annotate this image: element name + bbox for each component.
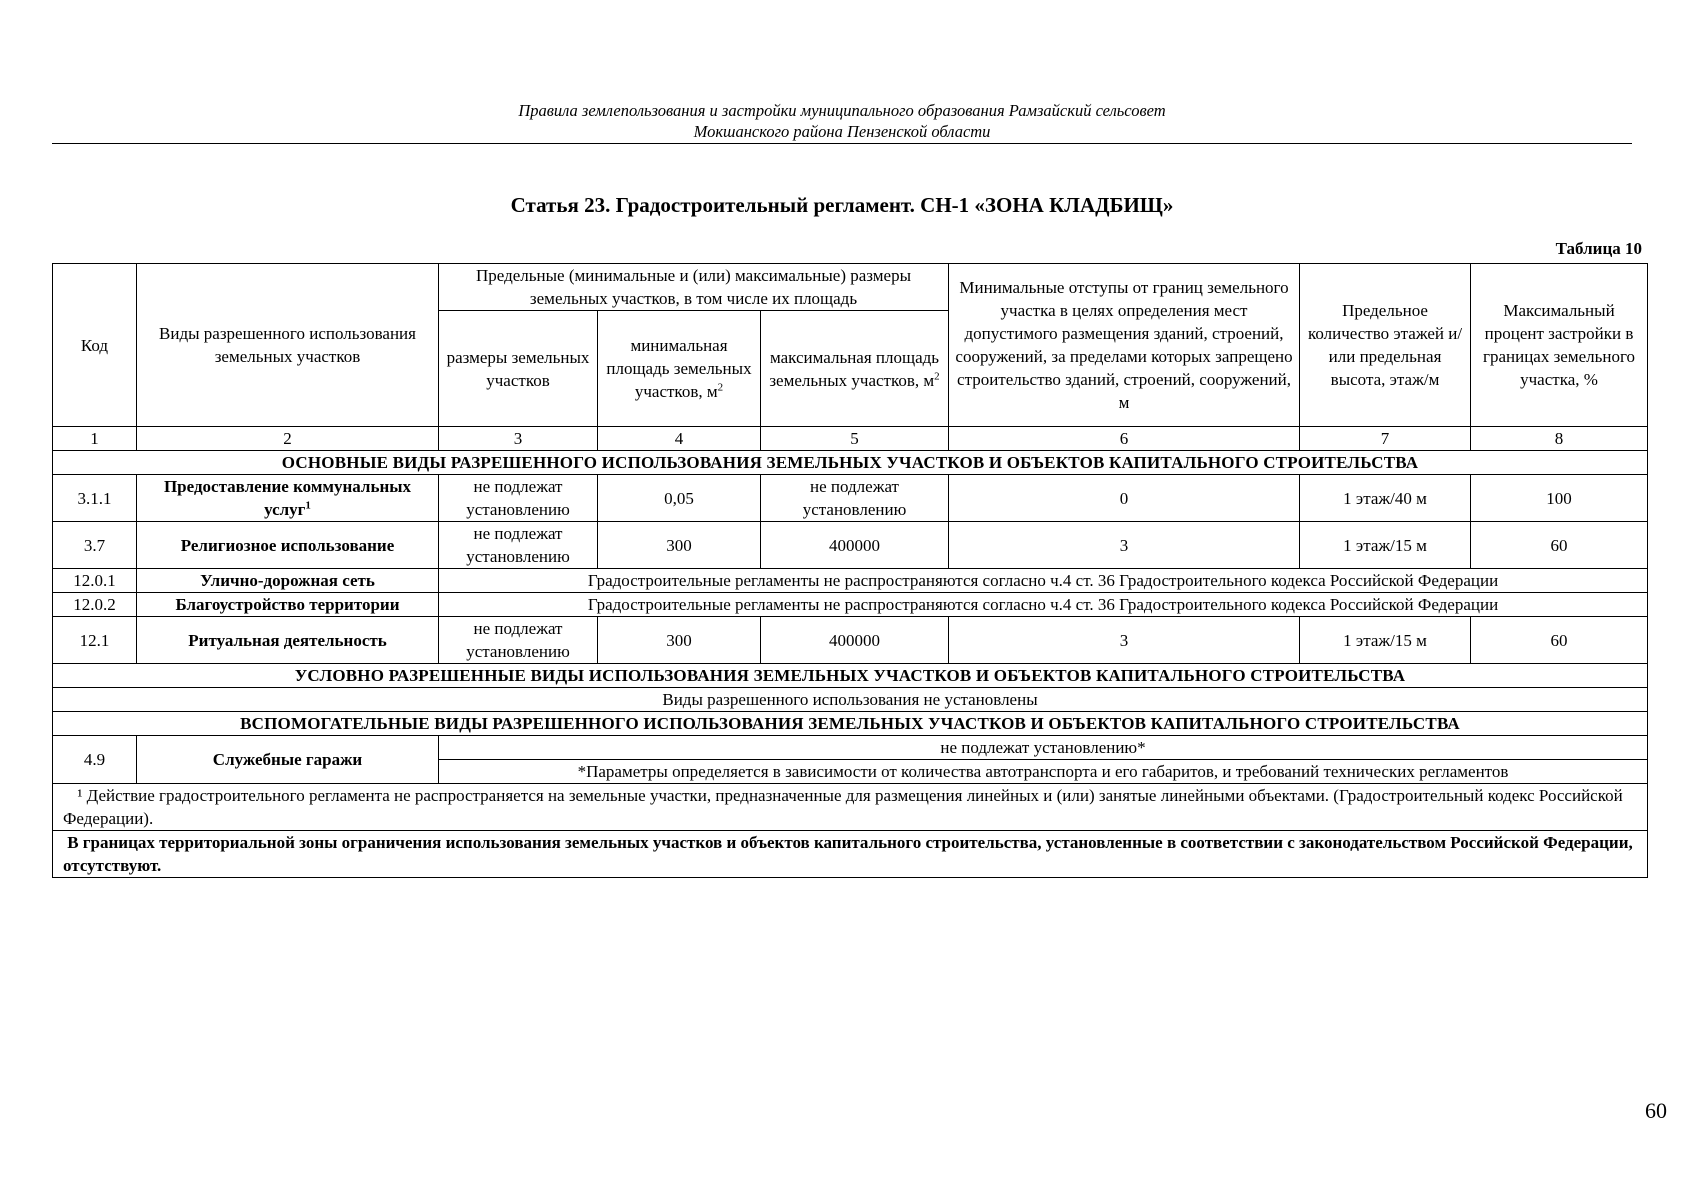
row-floors: 1 этаж/15 м (1300, 617, 1471, 664)
section-main-uses: ОСНОВНЫЕ ВИДЫ РАЗРЕШЕННОГО ИСПОЛЬЗОВАНИЯ ЗЕМЕЛЬНЫХ УЧАСТКОВ И ОБЪЕКТОВ КАПИТАЛЬНОГО СТРОИТЕЛЬСТВА (53, 451, 1648, 475)
row-max-area: 400000 (761, 522, 949, 569)
column-number: 7 (1300, 427, 1471, 451)
column-number: 8 (1471, 427, 1648, 451)
header-max-area: максимальная площадь земельных участков, $м^2$ (761, 311, 949, 427)
auxiliary-row (53, 736, 1648, 760)
table-row (53, 569, 1648, 593)
conditional-uses-note: Виды разрешенного использования не установлены (53, 688, 1648, 712)
row-code: 12.0.1 (53, 569, 137, 593)
column-number: 4 (598, 427, 761, 451)
row-note: Градостроительные регламенты не распространяются согласно ч.4 ст. 36 Градостроительного кодекса Российской Федерации (439, 569, 1648, 593)
auxiliary-note: *Параметры определяется в зависимости от количества автотранспорта и его габаритов, и требований технических регламентов (439, 760, 1648, 784)
row-min-area: 300 (598, 522, 761, 569)
row-min-area: 300 (598, 617, 761, 664)
column-number: 1 (53, 427, 137, 451)
header-coverage: Максимальный процент застройки в границах земельного участка, % (1471, 264, 1648, 427)
row-sizes: не подлежат установлению (439, 617, 598, 664)
auxiliary-value: не подлежат установлению* (439, 736, 1648, 760)
row-name: Религиозное использование (137, 522, 439, 569)
table-row (53, 522, 1648, 569)
column-number: 6 (949, 427, 1300, 451)
footnote: ¹ Действие градостроительного регламента не распространяется на земельные участки, предназначенные для размещения линейных и (или) занятые линейными объектами. (Градостроительный кодекс Российской Федерации). (53, 784, 1648, 831)
table-label: Таблица 10 (1555, 239, 1642, 258)
column-number: 3 (439, 427, 598, 451)
header-plot-sizes: размеры земельных участков (439, 311, 598, 427)
row-code: 3.1.1 (53, 475, 137, 522)
table-row (53, 593, 1648, 617)
header-use-types: Виды разрешенного использования земельных участков (137, 264, 439, 427)
article-title: Статья 23. Градостроительный регламент. СН-1 «ЗОНА КЛАДБИЩ» (510, 193, 1174, 217)
header-floors: Предельное количество этажей и/или предельная высота, этаж/м (1300, 264, 1471, 427)
row-code: 12.1 (53, 617, 137, 664)
section-conditional-uses: УСЛОВНО РАЗРЕШЕННЫЕ ВИДЫ ИСПОЛЬЗОВАНИЯ ЗЕМЕЛЬНЫХ УЧАСТКОВ И ОБЪЕКТОВ КАПИТАЛЬНОГО СТРОИТЕЛЬСТВА (53, 664, 1648, 688)
restrictions-note: В границах территориальной зоны ограничения использования земельных участков и объектов капитального строительства, установленные в соответствии с законодательством Российской Федерации, отсутствуют. (53, 831, 1648, 878)
row-coverage: 60 (1471, 522, 1648, 569)
running-header-line-1: Правила землепользования и застройки муниципального образования Рамзайский сельсовет (518, 101, 1166, 120)
header-code: Код (53, 264, 137, 427)
row-setback: 3 (949, 617, 1300, 664)
row-note: Градостроительные регламенты не распространяются согласно ч.4 ст. 36 Градостроительного кодекса Российской Федерации (439, 593, 1648, 617)
row-code: 12.0.2 (53, 593, 137, 617)
row-name: Благоустройство территории (137, 593, 439, 617)
row-sizes: не подлежат установлению (439, 475, 598, 522)
regulation-table (52, 263, 1648, 878)
row-max-area: не подлежат установлению (761, 475, 949, 522)
row-floors: 1 этаж/15 м (1300, 522, 1471, 569)
row-setback: 0 (949, 475, 1300, 522)
page-number: 60 (1645, 1098, 1667, 1123)
table-row (53, 617, 1648, 664)
header-plot-limits: Предельные (минимальные и (или) максимальные) размеры земельных участков, в том числе их площадь (439, 264, 949, 311)
row-coverage: 60 (1471, 617, 1648, 664)
row-name: Ритуальная деятельность (137, 617, 439, 664)
row-code: 4.9 (53, 736, 137, 784)
column-number: 2 (137, 427, 439, 451)
row-sizes: не подлежат установлению (439, 522, 598, 569)
row-setback: 3 (949, 522, 1300, 569)
row-name: Служебные гаражи (137, 736, 439, 784)
table-row (53, 475, 1648, 522)
section-auxiliary-uses: ВСПОМОГАТЕЛЬНЫЕ ВИДЫ РАЗРЕШЕННОГО ИСПОЛЬЗОВАНИЯ ЗЕМЕЛЬНЫХ УЧАСТКОВ И ОБЪЕКТОВ КАПИТАЛЬНОГО СТРОИТЕЛЬСТВА (53, 712, 1648, 736)
row-min-area: 0,05 (598, 475, 761, 522)
column-number: 5 (761, 427, 949, 451)
row-code: 3.7 (53, 522, 137, 569)
row-name: Предоставление коммунальных услуг$^1$ (137, 475, 439, 522)
header-setbacks: Минимальные отступы от границ земельного участка в целях определения мест допустимого размещения зданий, строений, сооружений, за пределами которых запрещено строительство зданий, строений, сооружений, м (949, 264, 1300, 427)
header-min-area: минимальная площадь земельных участков, $м^2$ (598, 311, 761, 427)
running-header-line-2: Мокшанского района Пензенской области (693, 122, 991, 141)
row-max-area: 400000 (761, 617, 949, 664)
running-header (52, 100, 1632, 144)
row-name: Улично-дорожная сеть (137, 569, 439, 593)
row-floors: 1 этаж/40 м (1300, 475, 1471, 522)
row-coverage: 100 (1471, 475, 1648, 522)
column-numbers-row (53, 427, 1648, 451)
